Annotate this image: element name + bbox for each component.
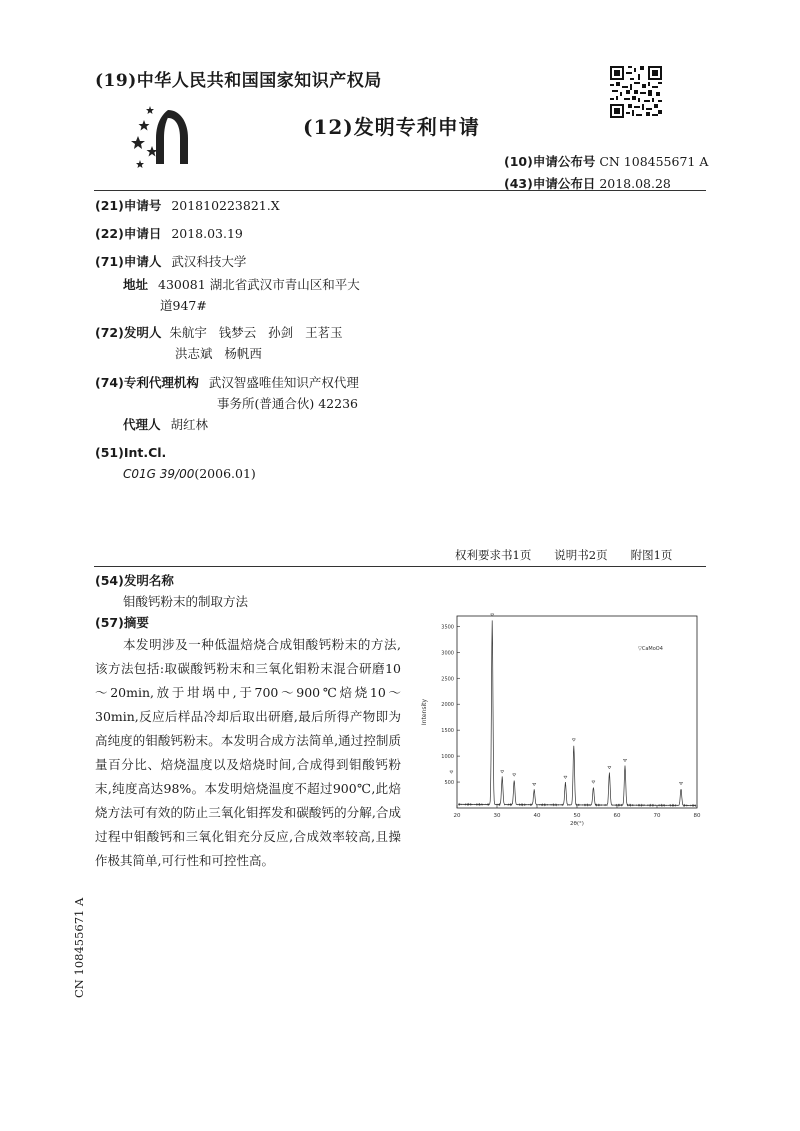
peak-marker bbox=[679, 782, 682, 784]
peak-marker bbox=[501, 771, 504, 773]
address-field bbox=[123, 276, 360, 293]
agent-name: 胡红林 bbox=[170, 417, 209, 432]
peak-marker bbox=[564, 776, 567, 778]
publication-number-label: (10)申请公布号 bbox=[504, 154, 596, 169]
y-tick-label: 2000 bbox=[441, 702, 454, 709]
cnipa-emblem-logo bbox=[130, 102, 208, 170]
ipc-date: (2006.01) bbox=[194, 466, 256, 481]
side-publication-number bbox=[72, 898, 172, 998]
x-tick-label: 60 bbox=[613, 813, 621, 819]
xrd-chart bbox=[412, 608, 712, 828]
agency-line-2: 事务所(普通合伙) 42236 bbox=[217, 396, 358, 411]
x-tick-label: 20 bbox=[453, 813, 461, 819]
ipc-label: (51)Int.Cl. bbox=[95, 445, 167, 460]
peak-marker bbox=[572, 739, 575, 741]
peak-marker bbox=[623, 759, 626, 761]
abstract-text: 本发明涉及一种低温焙烧合成钼酸钙粉末的方法,该方法包括:取碳酸钙粉末和三氧化钼粉末混合研磨10～20min,放于坩埚中,于700～900℃焙烧10～30min,反应后样品冷却后取出研磨,最后所得产物即为高纯度的钼酸钙粉末。本发明合成方法简单,通过控制质量百分比、焙烧温度以及焙烧时间,合成得到钼酸钙粉末,纯度高达98%。本发明焙烧温度不超过900℃,此焙烧方法可有效的防止三氧化钼挥发和碳酸钙的分解,合成过程中钼酸钙和三氧化钼充分反应,合成效率较高,且操作极其简单,可行性和可控性高。 bbox=[95, 637, 401, 868]
chart-legend: ▽CaMoO4 bbox=[638, 646, 663, 652]
page-count-divider bbox=[94, 566, 706, 567]
address-line-1: 430081 湖北省武汉市青山区和平大 bbox=[158, 277, 360, 292]
title-label-field bbox=[95, 572, 174, 589]
application-number-field bbox=[95, 197, 280, 214]
ipc-field bbox=[95, 444, 166, 461]
applicant-field bbox=[95, 253, 246, 270]
agent-label: 代理人 bbox=[123, 417, 161, 432]
chart-xlabel: 2θ(°) bbox=[570, 821, 584, 827]
page-counts: 权利要求书1页 说明书2页 附图1页 bbox=[455, 548, 673, 562]
x-tick-label: 70 bbox=[653, 813, 661, 819]
qr-code-icon bbox=[610, 66, 662, 118]
x-tick-label: 40 bbox=[533, 813, 541, 819]
peak-marker bbox=[513, 774, 516, 776]
filing-date: 2018.03.19 bbox=[171, 226, 243, 241]
address-line-2: 道947# bbox=[160, 298, 207, 313]
y-tick-label: 1500 bbox=[441, 728, 454, 735]
abstract-label: (57)摘要 bbox=[95, 615, 149, 630]
application-number: 201810223821.X bbox=[171, 198, 280, 213]
abstract-label-field bbox=[95, 614, 149, 631]
inventors-label: (72)发明人 bbox=[95, 325, 162, 340]
agency-label: (74)专利代理机构 bbox=[95, 375, 199, 390]
inventors-field bbox=[95, 324, 343, 341]
applicant-label: (71)申请人 bbox=[95, 254, 162, 269]
ipc-code: C01G 39/00 bbox=[123, 467, 195, 481]
header-divider bbox=[94, 190, 706, 191]
ipc-classification bbox=[123, 465, 256, 483]
application-number-label: (21)申请号 bbox=[95, 198, 162, 213]
y-tick-label: 3500 bbox=[441, 624, 454, 631]
publication-date-label: (43)申请公布日 bbox=[504, 176, 596, 191]
publication-number-row bbox=[504, 152, 708, 170]
y-tick-label: 2500 bbox=[441, 676, 454, 683]
filing-date-field bbox=[95, 225, 243, 242]
filing-date-label: (22)申请日 bbox=[95, 226, 162, 241]
agency-line-1: 武汉智盛唯佳知识产权代理 bbox=[208, 375, 359, 390]
peak-marker bbox=[592, 781, 595, 783]
applicant-name: 武汉科技大学 bbox=[171, 254, 247, 269]
agency-field bbox=[95, 374, 359, 391]
inventors-line-2: 洪志斌 杨帆西 bbox=[175, 346, 262, 361]
y-tick-label: 500 bbox=[444, 780, 454, 787]
peak-marker bbox=[450, 771, 453, 773]
x-tick-label: 30 bbox=[493, 813, 501, 819]
agent-field bbox=[123, 416, 208, 433]
peak-marker bbox=[533, 783, 536, 785]
side-publication-number-text: CN 108455671 A bbox=[72, 897, 86, 998]
patent-office-name: (19)中华人民共和国国家知识产权局 bbox=[95, 71, 382, 91]
invention-title: 钼酸钙粉末的制取方法 bbox=[123, 594, 249, 609]
chart-ylabel: Intensity bbox=[421, 698, 428, 726]
peak-marker bbox=[608, 766, 611, 768]
publication-number: CN 108455671 A bbox=[599, 154, 709, 169]
x-tick-label: 50 bbox=[573, 813, 581, 819]
y-tick-label: 1000 bbox=[441, 754, 454, 761]
inventors-line-1: 朱航宇 钱梦云 孙剑 王茗玉 bbox=[169, 325, 343, 340]
y-tick-label: 3000 bbox=[441, 650, 454, 657]
document-type: (12)发明专利申请 bbox=[303, 115, 480, 139]
publication-date: 2018.08.28 bbox=[599, 176, 671, 191]
title-label: (54)发明名称 bbox=[95, 573, 174, 588]
x-tick-label: 80 bbox=[693, 813, 701, 819]
address-label: 地址 bbox=[123, 277, 149, 292]
